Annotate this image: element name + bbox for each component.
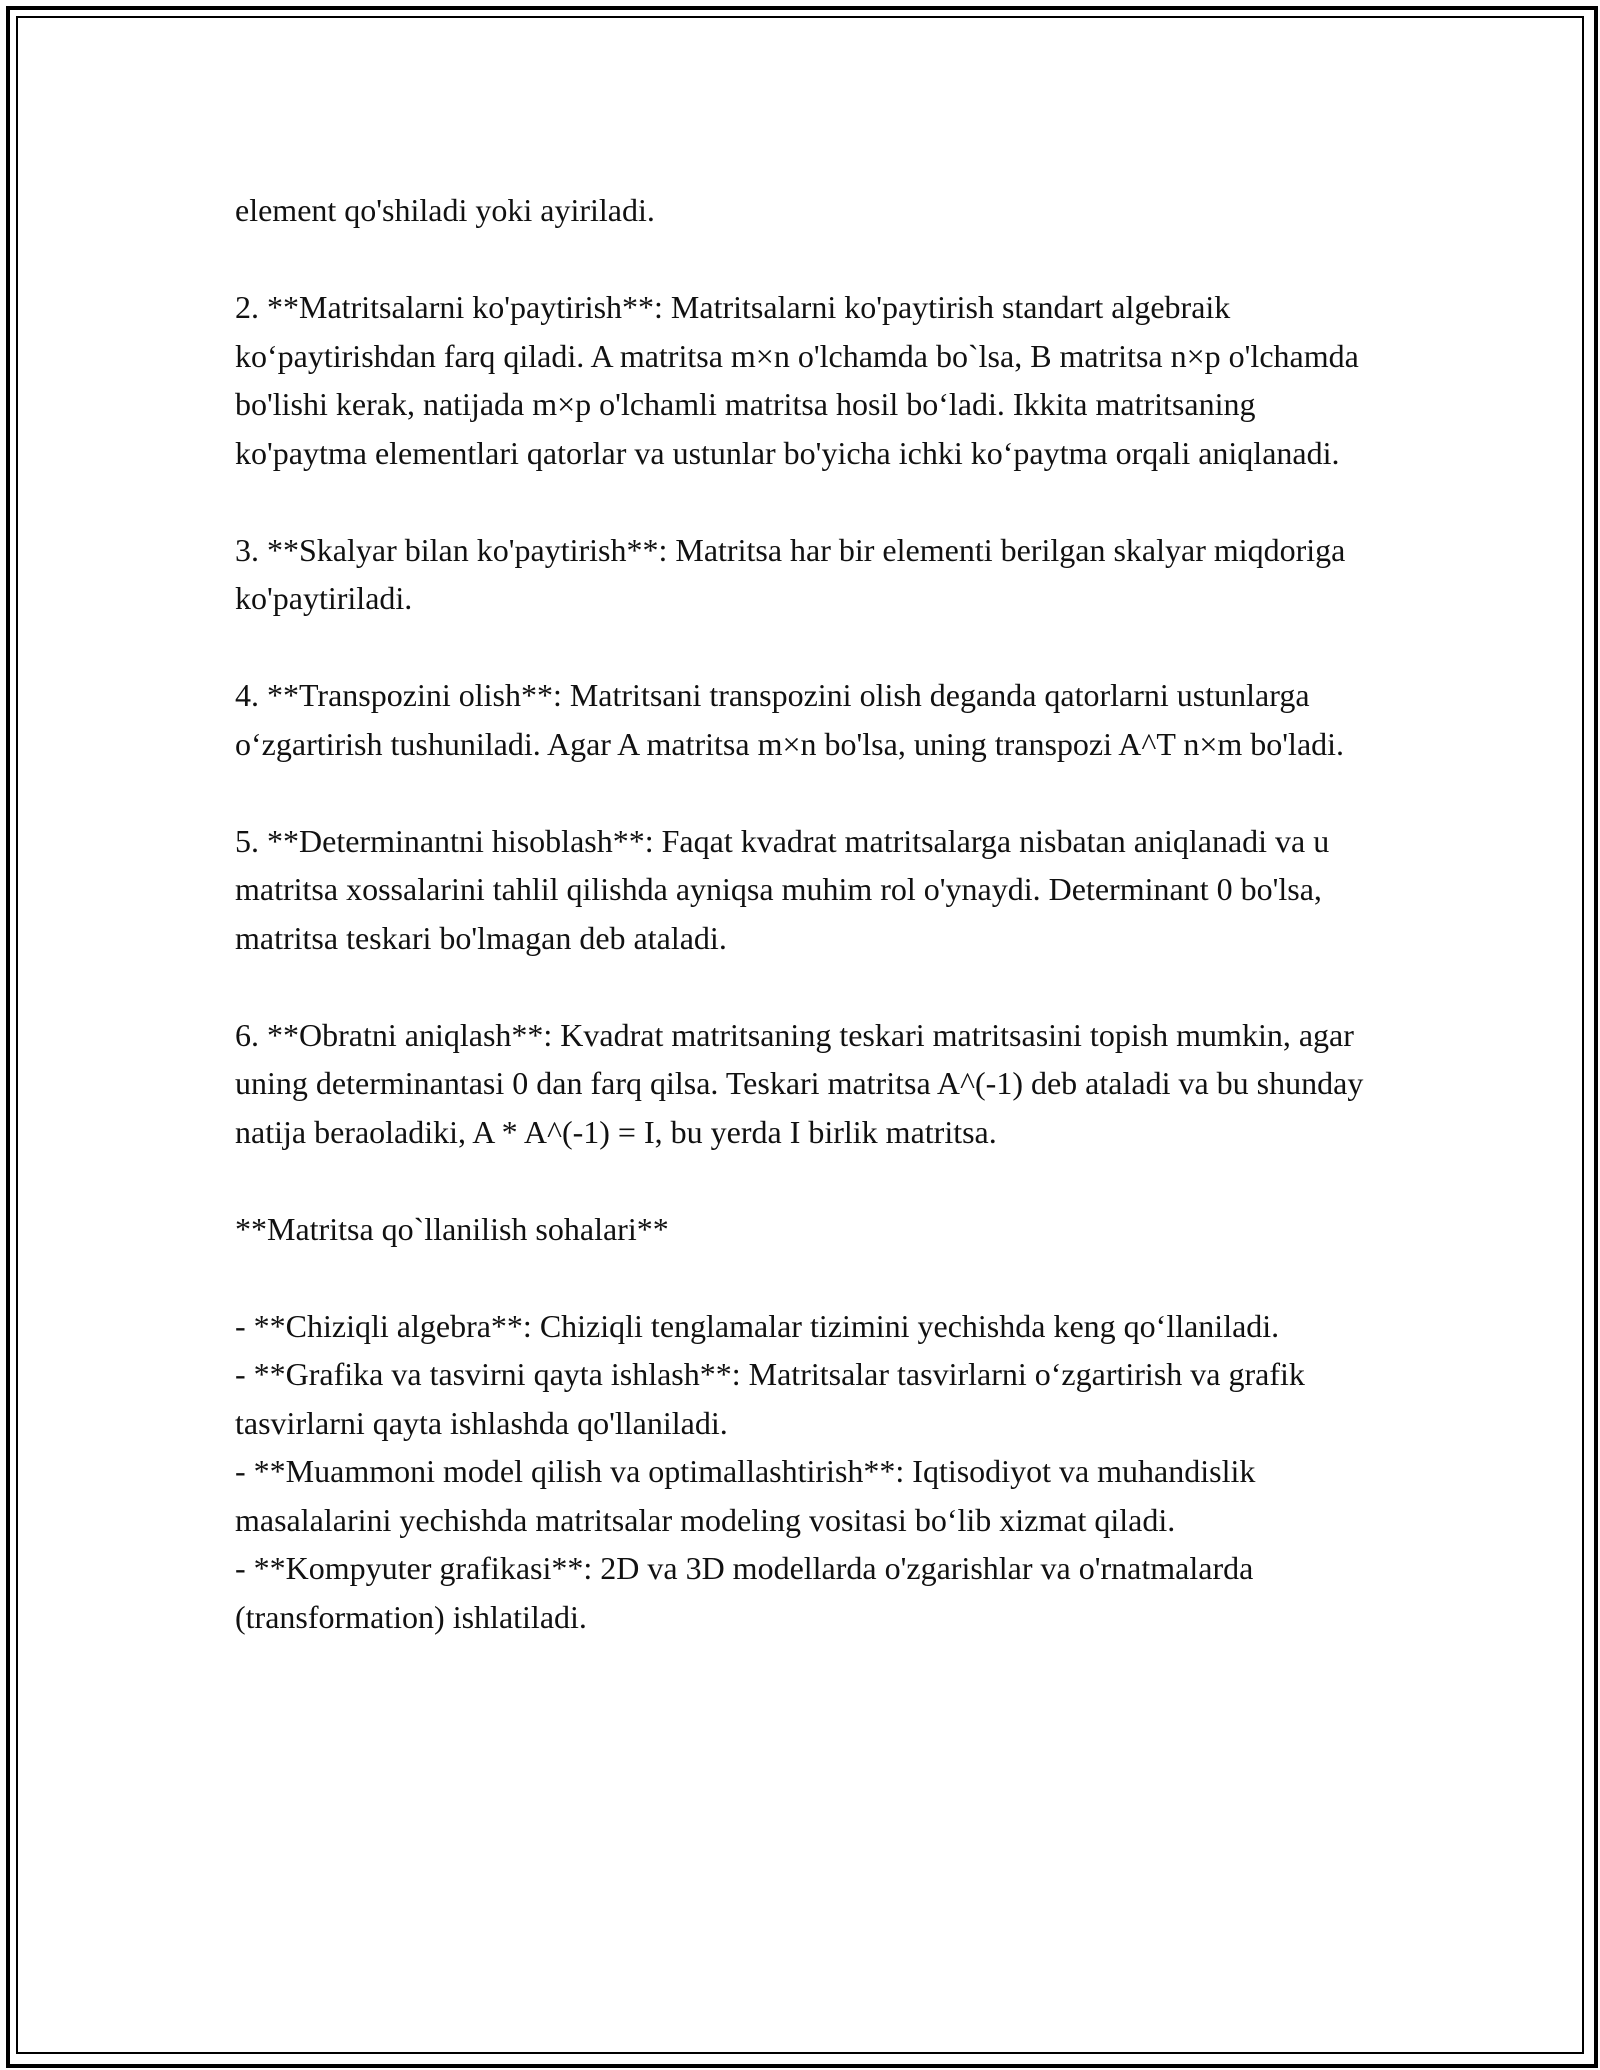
paragraph-scalar-multiplication: 3. **Skalyar bilan ko'paytirish**: Matritsa har bir elementi berilgan skalyar miqdoriga ko'paytiriladi.	[235, 531, 1354, 616]
list-item: - **Grafika va tasvirni qayta ishlash**: Matritsalar tasvirlarni o‘zgartirish va grafik tasvirlarni qayta ishlashda qo'llaniladi.	[235, 1356, 1305, 1441]
list-item: - **Chiziqli algebra**: Chiziqli tenglamalar tizimini yechishda keng qo‘llaniladi.	[235, 1307, 1280, 1344]
list-item: - **Kompyuter grafikasi**: 2D va 3D modellarda o'zgarishlar va o'rnatmalarda (transformation) ishlatiladi.	[235, 1550, 1254, 1635]
section-heading: **Matritsa qo`llanilish sohalari**	[235, 1210, 669, 1247]
paragraph-inverse: 6. **Obratni aniqlash**: Kvadrat matritsaning teskari matritsasini topish mumkin, agar uning determinantasi 0 dan farq qilsa. Teskari matritsa A^(-1) deb ataladi va bu shunday natija beraoladiki, A * A^(-1) = I, bu yerda I birlik matritsa.	[235, 1016, 1372, 1150]
paragraph-continuation: element qo'shiladi yoki ayiriladi.	[235, 192, 655, 228]
paragraph-matrix-multiplication: 2. **Matritsalarni ko'paytirish**: Matritsalarni ko'paytirish standart algebraik ko‘paytirishdan farq qiladi. A matritsa m×n o'lchamda bo`lsa, B matritsa n×p o'lchamda bo'lishi kerak, natijada m×p o'lchamli matritsa hosil bo‘ladi. Ikkita matritsaning ko'paytma elementlari qatorlar va ustunlar bo'yicha ichki ko‘paytma orqali aniqlanadi.	[235, 289, 1367, 471]
paragraph-determinant: 5. **Determinantni hisoblash**: Faqat kvadrat matritsalarga nisbatan aniqlanadi va u matritsa xossalarini tahlil qilishda ayniqsa muhim rol o'ynaydi. Determinant 0 bo'lsa, matritsa teskari bo'lmagan deb ataladi.	[235, 822, 1338, 956]
document-body	[235, 186, 1375, 1641]
applications-list	[235, 1302, 1375, 1642]
paragraph-transpose: 4. **Transpozini olish**: Matritsani transpozini olish deganda qatorlarni ustunlarga o‘zgartirish tushuniladi. Agar A matritsa m×n bo'lsa, uning transpozi A^T n×m bo'ladi.	[235, 677, 1345, 762]
list-item: - **Muammoni model qilish va optimallashtirish**: Iqtisodiyot va muhandislik masalalarini yechishda matritsalar modeling vositasi bo‘lib xizmat qiladi.	[235, 1453, 1256, 1538]
